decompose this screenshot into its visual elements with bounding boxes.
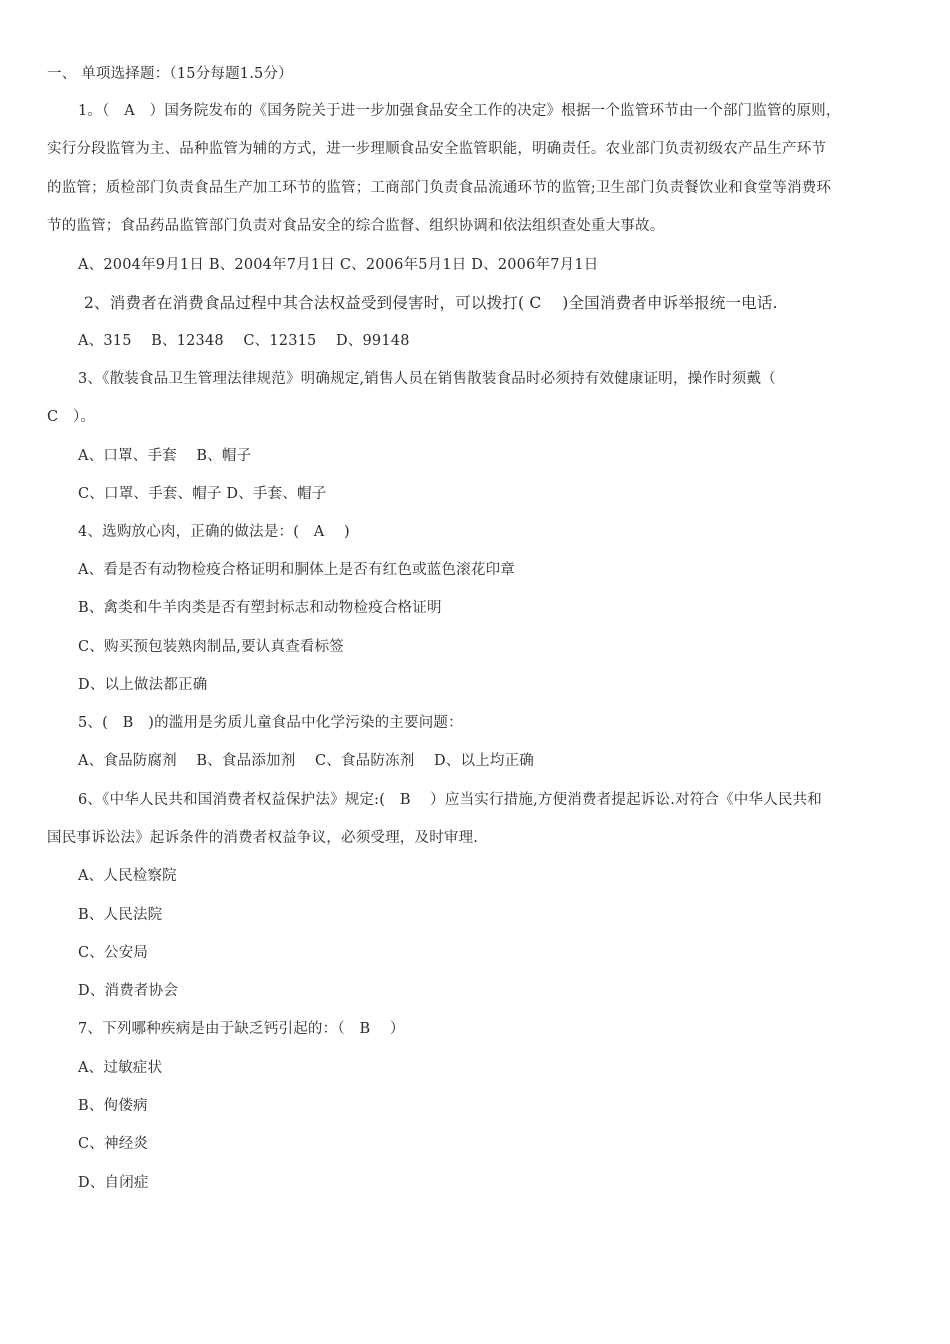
question-7-option-b: B、佝偻病: [78, 1098, 148, 1114]
question-2-line-1: 2、消费者在消费食品过程中其合法权益受到侵害时，可以拨打( C )全国消费者申诉举报统一电话.: [84, 294, 778, 312]
question-7-option-a: A、过敏症状: [78, 1060, 163, 1076]
question-1-line-1: 1。（ A ）国务院发布的《国务院关于进一步加强食品安全工作的决定》根据一个监管环节由一个部门监管的原则，: [78, 103, 841, 119]
question-1-line-3: 的监管；质检部门负责食品生产加工环节的监管；工商部门负责食品流通环节的监管;卫生部门负责餐饮业和食堂等消费环: [47, 180, 832, 196]
question-6-option-d: D、消费者协会: [78, 983, 179, 999]
question-4-line-1: 4、选购放心肉，正确的做法是：( A ): [78, 524, 350, 540]
question-3-line-2: C ）。: [47, 409, 96, 425]
question-7-option-c: C、神经炎: [78, 1136, 149, 1152]
question-7-line-1: 7、下列哪种疾病是由于缺乏钙引起的：（ B ）: [78, 1021, 405, 1037]
question-5-line-1: 5、( B )的滥用是劣质儿童食品中化学污染的主要问题：: [78, 715, 463, 731]
question-7-option-d: D、自闭症: [78, 1175, 149, 1191]
question-1-options: A、2004年9月1日 B、2004年7月1日 C、2006年5月1日 D、2006年7月1日: [78, 257, 599, 273]
question-3-option-1: A、口罩、手套 B、帽子: [78, 448, 252, 464]
question-6-line-2: 国民事诉讼法》起诉条件的消费者权益争议，必须受理，及时审理.: [47, 830, 479, 846]
question-6-option-b: B、人民法院: [78, 907, 163, 923]
question-1-line-4: 节的监管；食品药品监管部门负责对食品安全的综合监督、组织协调和依法组织查处重大事故。: [47, 218, 665, 234]
question-6-line-1: 6、《中华人民共和国消费者权益保护法》规定:( B ）应当实行措施,方便消费者提起诉讼.对符合《中华人民共和: [78, 792, 822, 808]
section-title: 一、 单项选择题：（15分每题1.5分）: [47, 66, 293, 82]
question-4-option-a: A、看是否有动物检疫合格证明和胴体上是否有红色或蓝色滚花印章: [78, 562, 515, 578]
question-3-line-1: 3、《散装食品卫生管理法律规范》明确规定,销售人员在销售散装食品时必须持有效健康证明，操作时须戴（: [78, 371, 776, 387]
question-5-options: A、食品防腐剂 B、食品添加剂 C、食品防冻剂 D、以上均正确: [78, 753, 534, 769]
question-6-option-a: A、人民检察院: [78, 868, 177, 884]
question-4-option-d: D、以上做法都正确: [78, 677, 208, 693]
question-4-option-c: C、购买预包装熟肉制品,要认真查看标签: [78, 639, 345, 655]
question-2-options: A、315 B、12348 C、12315 D、99148: [78, 333, 410, 349]
question-4-option-b: B、禽类和牛羊肉类是否有塑封标志和动物检疫合格证明: [78, 600, 442, 616]
question-3-option-2: C、口罩、手套、帽子 D、手套、帽子: [78, 486, 327, 502]
question-6-option-c: C、公安局: [78, 945, 149, 961]
question-1-line-2: 实行分段监管为主、品种监管为辅的方式，进一步理顺食品安全监管职能，明确责任。农业部门负责初级农产品生产环节: [47, 141, 827, 157]
